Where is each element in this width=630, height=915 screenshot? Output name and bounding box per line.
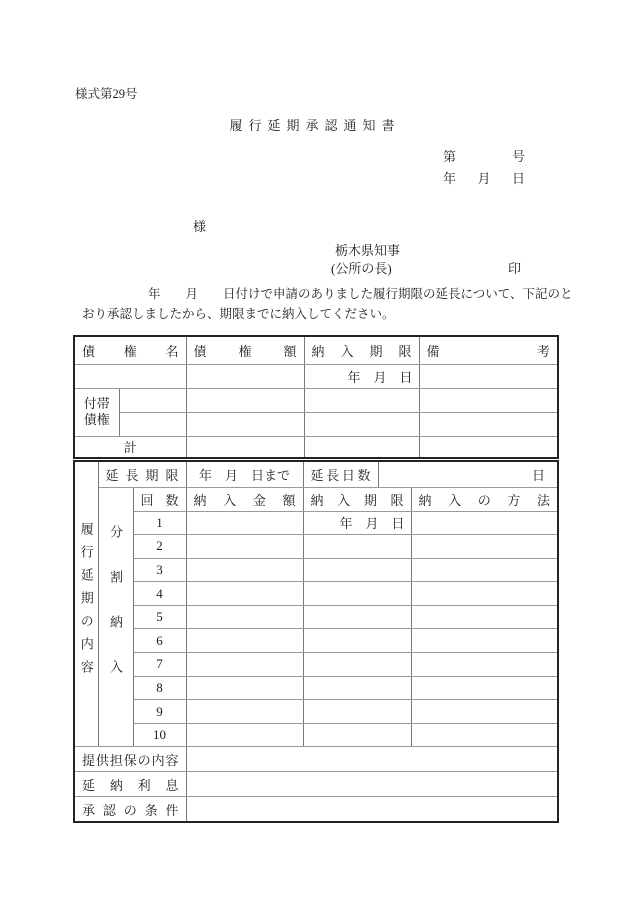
incidental-claim-row — [74, 412, 558, 436]
header-installment-count: 回数 — [133, 487, 186, 511]
claim-row — [74, 364, 558, 388]
installment-row — [74, 605, 558, 629]
body-text-line2: おり承認しましたから、期限までに納入してください。 — [82, 307, 395, 321]
date-year: 年 — [443, 171, 457, 186]
collateral-row — [74, 747, 558, 772]
blank-cell — [303, 605, 411, 629]
interest-label: 延納利息 — [74, 772, 186, 797]
claims-table — [73, 335, 559, 459]
sender-name: 栃木県知事 — [335, 243, 401, 258]
blank-cell — [303, 535, 411, 559]
installment-row — [74, 653, 558, 677]
form-number: 様式第29号 — [75, 87, 138, 101]
installment-row — [74, 582, 558, 606]
installment-no: 4 — [133, 582, 186, 606]
blank-cell — [411, 700, 558, 724]
installment-header-row — [74, 487, 558, 511]
blank-cell — [411, 605, 558, 629]
blank-cell — [186, 511, 303, 535]
blank-cell — [419, 412, 558, 436]
header-remarks: 備考 — [419, 336, 558, 364]
total-row — [74, 436, 558, 458]
extension-details-table — [73, 460, 559, 823]
header-claim-name: 債権名 — [74, 336, 186, 364]
blank-cell — [304, 388, 419, 412]
date-placeholder: 年 月 日 — [304, 364, 419, 388]
document-date-line — [443, 168, 525, 187]
blank-cell — [303, 582, 411, 606]
blank-cell — [303, 558, 411, 582]
blank-cell — [303, 723, 411, 747]
header-claim-amount: 債権額 — [186, 336, 304, 364]
claims-header-row — [74, 336, 558, 364]
header-payment-deadline: 納入期限 — [304, 336, 419, 364]
conditions-label: 承認の条件 — [74, 797, 186, 822]
installment-no: 6 — [133, 629, 186, 653]
installment-no: 5 — [133, 605, 186, 629]
installment-no: 7 — [133, 653, 186, 677]
extension-deadline-value: 年 月 日まで — [186, 461, 303, 487]
date-day: 日 — [511, 171, 525, 186]
date-month: 月 — [477, 171, 491, 186]
incidental-claim-row — [74, 388, 558, 412]
blank-cell — [74, 364, 186, 388]
blank-cell — [411, 653, 558, 677]
blank-cell — [186, 364, 304, 388]
blank-cell — [186, 747, 558, 772]
blank-cell — [186, 436, 304, 458]
collateral-label: 提供担保の内容 — [74, 747, 186, 772]
blank-cell — [186, 772, 558, 797]
installment-no: 2 — [133, 535, 186, 559]
recipient-honorific: 様 — [193, 219, 207, 234]
blank-cell — [186, 723, 303, 747]
blank-cell — [186, 629, 303, 653]
installment-no: 3 — [133, 558, 186, 582]
blank-cell — [119, 388, 186, 412]
blank-cell — [304, 412, 419, 436]
document-number-line — [443, 146, 525, 165]
sender-alt-title: (公所の長) — [331, 261, 392, 276]
installment-no: 9 — [133, 700, 186, 724]
installment-row — [74, 558, 558, 582]
installment-no: 10 — [133, 723, 186, 747]
blank-cell — [304, 436, 419, 458]
seal-mark: 印 — [508, 261, 522, 276]
blank-cell — [303, 653, 411, 677]
installment-row — [74, 676, 558, 700]
blank-cell — [419, 364, 558, 388]
blank-cell — [411, 629, 558, 653]
incidental-claims-label: 付帯 債権 — [74, 388, 119, 436]
doc-number-prefix: 第 — [443, 149, 457, 164]
document-title: 履行延期承認通知書 — [229, 118, 401, 133]
blank-cell — [411, 676, 558, 700]
header-payment-amount: 納入金額 — [186, 487, 303, 511]
interest-row — [74, 772, 558, 797]
blank-cell — [186, 605, 303, 629]
header-payment-deadline: 納入期限 — [303, 487, 411, 511]
blank-cell — [186, 700, 303, 724]
installment-row — [74, 535, 558, 559]
blank-cell — [303, 629, 411, 653]
blank-cell — [186, 535, 303, 559]
date-placeholder: 年 月 日 — [303, 511, 411, 535]
extension-deadline-label: 延長期限 — [98, 461, 186, 487]
blank-cell — [186, 797, 558, 822]
blank-cell — [411, 511, 558, 535]
blank-cell — [186, 388, 304, 412]
installment-row — [74, 723, 558, 747]
installment-row — [74, 629, 558, 653]
installment-row — [74, 700, 558, 724]
section-label: 履行延期の内容 — [78, 521, 94, 683]
blank-cell — [303, 700, 411, 724]
blank-cell — [186, 558, 303, 582]
header-payment-method: 納入の方法 — [411, 487, 558, 511]
extension-days-unit: 日 — [378, 461, 558, 487]
blank-cell — [411, 535, 558, 559]
blank-cell — [119, 412, 186, 436]
extension-deadline-row — [74, 461, 558, 487]
section-label-cell — [74, 461, 98, 747]
blank-cell — [303, 676, 411, 700]
blank-cell — [419, 436, 558, 458]
installment-row — [74, 511, 558, 535]
blank-cell — [419, 388, 558, 412]
blank-cell — [411, 723, 558, 747]
blank-cell — [186, 653, 303, 677]
conditions-row — [74, 797, 558, 822]
installment-label-cell — [98, 487, 133, 747]
blank-cell — [411, 558, 558, 582]
doc-number-suffix: 号 — [511, 149, 525, 164]
extension-days-label: 延長日数 — [303, 461, 378, 487]
installment-label: 分割納入 — [108, 524, 123, 705]
blank-cell — [186, 582, 303, 606]
body-text-line1: 年 月 日付けで申請のありました履行期限の延長について、下記のと — [148, 287, 573, 301]
installment-no: 1 — [133, 511, 186, 535]
blank-cell — [186, 676, 303, 700]
blank-cell — [186, 412, 304, 436]
blank-cell — [411, 582, 558, 606]
installment-no: 8 — [133, 676, 186, 700]
total-label: 計 — [74, 436, 186, 458]
